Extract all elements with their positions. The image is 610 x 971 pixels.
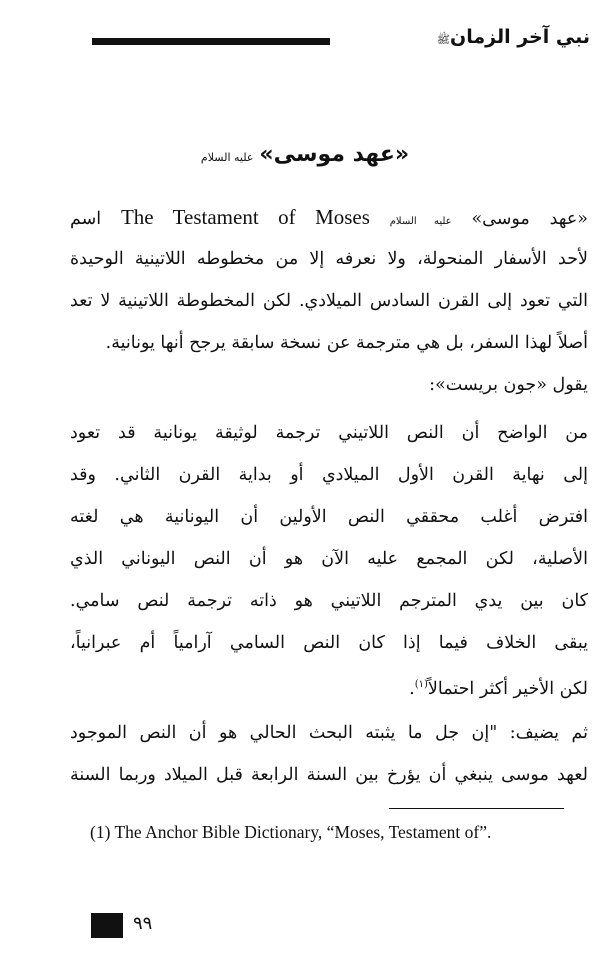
english-title: The Testament of Moses [120, 205, 370, 229]
body-line: لعهد موسى ينبغي أن يؤرخ بين السنة الرابعة قبل الميلاد وربما السنة [70, 765, 588, 785]
header-rule [92, 38, 330, 45]
body-line: التي تعود إلى القرن السادس الميلادي. لكن المخطوطة اللاتينية لا تعد [70, 291, 588, 311]
quote-line [70, 664, 588, 706]
page-number-block [91, 913, 123, 938]
running-header [433, 26, 590, 49]
body-line: أصلاً لهذا السفر، بل هي مترجمة عن نسخة سابقة يرجح أنها يونانية. [105, 333, 588, 353]
body-text [70, 196, 588, 796]
body-line: لأحد الأسفار المنحولة، ولا نعرفه إلا من مخطوطه اللاتينية الوحيدة [70, 249, 588, 269]
quoted-title: «عهد موسى» [471, 209, 588, 229]
quote-line: يبقى الخلاف فيما إذا كان النص السامي آرامياً أم عبرانياً، [70, 633, 588, 653]
section-heading [0, 142, 610, 167]
quote-line: كان بين يدي المترجم اللاتيني هو ذاته ترجمة لنص سامي. [70, 591, 588, 611]
quote-line: من الواضح أن النص اللاتيني ترجمة لوثيقة يونانية قد تعود [70, 423, 588, 443]
section-heading-text: «عهد موسى» [259, 142, 410, 167]
body-line: يقول «جون بريست»: [429, 375, 588, 395]
body-line [70, 196, 588, 238]
seal-glyph-icon: عليه السلام [200, 151, 254, 164]
page-number: ٩٩ [133, 913, 153, 934]
footnote-rule [389, 808, 564, 809]
body-line: ثم يضيف: "إن جل ما يثبته البحث الحالي هو أن النص الموجود [70, 723, 588, 743]
quote-line-end: . [409, 678, 415, 699]
quote-line-text: لكن الأخير أكثر احتمالاً [427, 678, 588, 699]
running-header-title: نبي آخر الزمان [450, 26, 590, 48]
quote-line: إلى نهاية القرن الأول الميلادي أو بداية القرن الثاني. وقد [70, 465, 588, 485]
quote-line: افترض أغلب محققي النص الأولين أن اليونانية هي لغته [70, 507, 588, 527]
seal-glyph-icon: ﷺ [436, 33, 451, 46]
seal-glyph-icon: عليه السلام [389, 216, 452, 227]
quote-line: الأصلية، لكن المجمع عليه الآن هو أن النص اليوناني الذي [70, 549, 588, 569]
line-end-text: اسم [70, 209, 102, 229]
footnote-marker: (١) [414, 679, 428, 690]
footnote: (1) The Anchor Bible Dictionary, “Moses, Testament of”. [90, 822, 492, 842]
